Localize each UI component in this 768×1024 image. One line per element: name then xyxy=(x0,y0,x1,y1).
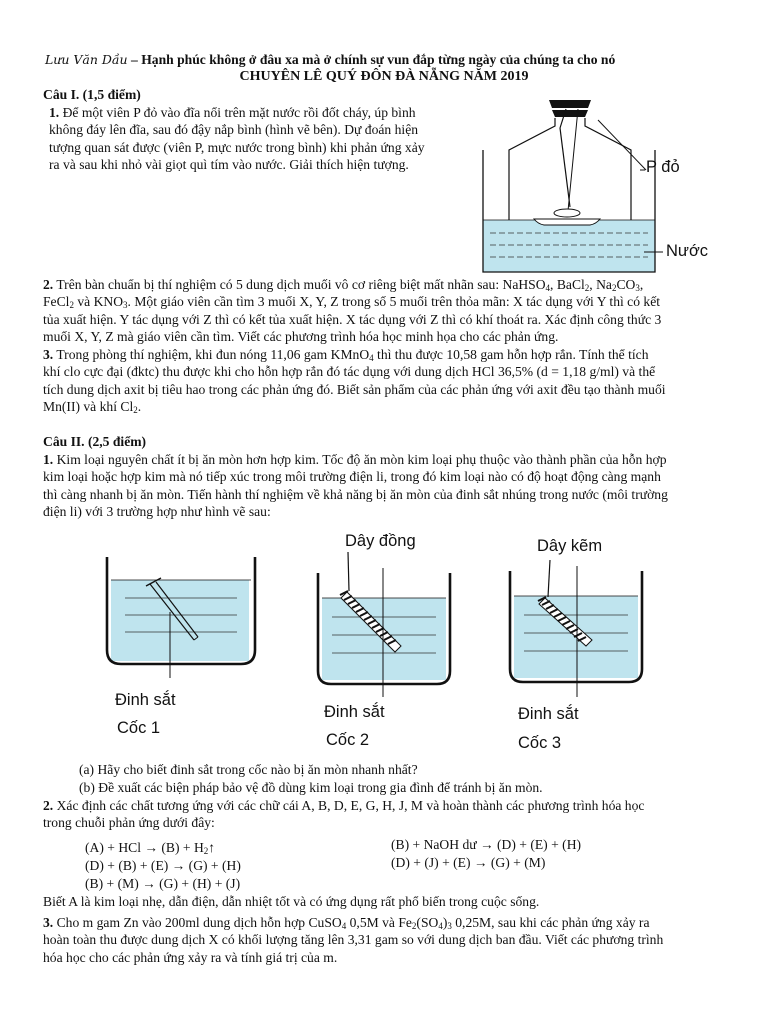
q2-p3-number: 3. xyxy=(43,915,54,930)
q2-question-a: (a) Hãy cho biết đinh sắt trong cốc nào bị ăn mòn nhanh nhất? xyxy=(79,762,418,777)
q2-p1-text: điện li) với 3 trường hợp như hình vẽ sau: xyxy=(43,504,271,520)
subscript: 2 xyxy=(203,846,209,856)
q1-p2-text: muối X, Y, Z mà giáo viên cần tìm. Viết các phương trình hóa học minh họa cho các phản ứng. xyxy=(43,329,559,345)
q2-part2 xyxy=(43,797,728,832)
label-nail-1: Đinh sắt xyxy=(115,691,176,709)
q2-p2-number: 2. xyxy=(43,798,54,813)
q1-p2-text: tủa xuất hiện. Y tác dụng với Z thì có kết tủa xuất hiện. X tác dụng với Z thì có khí thoát ra. Xác định công thức 3 xyxy=(43,311,662,327)
q2-heading: Câu II. (2,5 điểm) xyxy=(43,434,147,449)
equation-2: (B) + NaOH dư → (D) + (E) + (H) xyxy=(391,837,582,852)
q1-p3-text: tích dung dịch axit bị tiêu hao trong các phản ứng đó. Biết sản phẩm của các phản ứng với axit đều tạo thành muối xyxy=(43,381,666,397)
gas-arrow: ↑ xyxy=(208,840,216,855)
subscript: 4 xyxy=(341,921,347,931)
subscript: 2 xyxy=(611,283,617,293)
label-water: Nước xyxy=(666,242,709,260)
header-dash: – xyxy=(127,52,142,67)
exam-title: CHUYÊN LÊ QUÝ ĐÔN ĐÀ NẴNG NĂM 2019 xyxy=(239,69,529,84)
beaker-1-water xyxy=(111,580,249,661)
q2-part3 xyxy=(43,914,728,966)
q1-p1-number: 1. xyxy=(49,105,60,120)
label-nail-2: Đinh sắt xyxy=(324,703,385,721)
q2-p3-text: 0,5M và Fe xyxy=(346,915,412,930)
label-red-phosphorus: P đỏ xyxy=(646,158,680,176)
label-cup-2: Cốc 2 xyxy=(326,731,370,749)
q2-p1-text: kim loại hoặc hợp kim mà nó tiếp xúc trong môi trường điện li, trong đó kim loại nào có độ hoạt động càng mạnh xyxy=(43,469,661,485)
q1-p3-number: 3. xyxy=(43,347,54,362)
subscript: 2 xyxy=(411,921,417,931)
q1-p1-line: ra và sau khi nhỏ vài giọt quì tím vào nước. Giải thích hiện tượng. xyxy=(49,157,409,173)
q1-p2-text: Trên bàn chuẩn bị thí nghiệm có 5 dung dịch muối vô cơ riêng biệt mất nhãn sau: NaHSO xyxy=(56,277,546,292)
subscript: 2 xyxy=(584,283,590,293)
q1-p3-text: Mn(II) và khí Cl xyxy=(43,399,134,415)
subscript: 2 xyxy=(69,300,74,311)
q2-p3-text: hoàn toàn thu được dung dịch X có khối lượng tăng lên 3,31 gam so với dung dịch ban đầu. Viết các phương trình xyxy=(43,932,664,948)
equation-5: (B) + (M) → (G) + (H) + (J) xyxy=(85,876,241,891)
label-copper-wire: Dây đồng xyxy=(345,532,416,550)
q2-p3-text: (SO xyxy=(416,915,439,930)
equation-text: (A) + HCl → (B) + H xyxy=(85,840,204,855)
q2-p1-number: 1. xyxy=(43,452,54,467)
q1-p1-line: Để một viên P đỏ vào đĩa nổi trên mặt nước rồi đốt cháy, úp bình xyxy=(62,105,416,120)
subscript: 4 xyxy=(369,353,374,363)
q2-p2-text: Xác định các chất tương ứng với các chữ cái A, B, D, E, G, H, J, M và hoàn thành các phương trình hóa học xyxy=(56,798,645,813)
subscript: 3 xyxy=(123,300,128,311)
equation-1 xyxy=(85,839,215,856)
label-cup-3: Cốc 3 xyxy=(518,734,562,752)
q1-p1-line: tượng quan sát được (viên P, mực nước trong bình) khi phản ứng xảy xyxy=(49,139,425,155)
q1-p3-text: khí clo cực đại (đktc) thu được khi cho hỗn hợp rắn đó tác dụng với dung dịch HCl 36,5% (d = 1,18 g/ml) và thể xyxy=(43,364,656,380)
label-nail-3: Đinh sắt xyxy=(518,705,579,723)
q1-p3-text: Trong phòng thí nghiệm, khi đun nóng 11,06 gam KMnO xyxy=(56,347,370,362)
q1-p2-text: và KNO xyxy=(73,294,124,310)
q2-p3-text: hóa học cho các phản ứng xảy ra và tính giá trị của m. xyxy=(43,949,338,965)
q1-p1-line: không đáy lên đĩa, sau đó đậy nắp bình (hình vẽ bên). Dự đoán hiện xyxy=(49,122,419,138)
subscript: 3 xyxy=(447,921,452,931)
equation-3: (D) + (B) + (E) → (G) + (H) xyxy=(85,858,241,873)
q1-p2-text: . Một giáo viên cần tìm 3 muối X, Y, Z trong số 5 muối trên thỏa mãn: X tác dụng với Y thì có kết xyxy=(127,294,661,310)
equation-4: (D) + (J) + (E) → (G) + (M) xyxy=(391,855,546,870)
q1-p2-text: , BaCl xyxy=(550,277,585,292)
q1-p2-text: , xyxy=(639,277,644,292)
q1-p3-text: thì thu được 10,58 gam hỗn hợp rắn. Tính thể tích xyxy=(373,347,649,362)
q2-question-b: (b) Đề xuất các biện pháp bảo vệ đồ dùng kim loại trong gia đình để tránh bị ăn mòn. xyxy=(79,780,543,795)
q1-p2-text: FeCl xyxy=(43,294,70,310)
subscript: 4 xyxy=(545,283,551,293)
q1-p2-text: , Na xyxy=(589,277,612,292)
q2-p3-text: Cho m gam Zn vào 200ml dung dịch hỗn hợp CuSO xyxy=(56,915,342,930)
q1-p2-number: 2. xyxy=(43,277,54,292)
q2-p2-text: trong chuỗi phản ứng dưới đây: xyxy=(43,815,215,831)
q2-p2-note: Biết A là kim loại nhẹ, dẫn điện, dẫn nhiệt tốt và có ứng dụng rất phổ biến trong cuộc sống. xyxy=(43,894,540,909)
q1-heading: Câu I. (1,5 điểm) xyxy=(43,87,141,102)
q1-p3-text: . xyxy=(137,399,142,415)
q2-p3-text: 0,25M, sau khi các phản ứng xảy ra xyxy=(451,915,650,930)
subscript: 2 xyxy=(133,405,138,416)
q2-p3-text: ) xyxy=(442,915,448,930)
header-motto: Hạnh phúc không ở đâu xa mà ở chính sự vun đắp từng ngày của chúng ta cho nó xyxy=(141,52,616,67)
q1-p2-text: CO xyxy=(616,277,636,292)
subscript: 4 xyxy=(438,921,443,931)
label-zinc-wire: Dây kẽm xyxy=(537,537,603,555)
subscript: 3 xyxy=(635,283,640,293)
label-cup-1: Cốc 1 xyxy=(117,719,161,737)
q2-p1-text: Kim loại nguyên chất ít bị ăn mòn hơn hợp kim. Tốc độ ăn mòn kim loại phụ thuộc vào thành phần của hỗn hợp xyxy=(56,452,667,467)
author-signature: Lưu Văn Dầu xyxy=(45,52,128,67)
q2-p1-text: thì càng nhanh bị ăn mòn. Tiến hành thí nghiệm về khả năng bị ăn mòn của đinh sắt nhúng trong nước (môi trường xyxy=(43,486,668,502)
